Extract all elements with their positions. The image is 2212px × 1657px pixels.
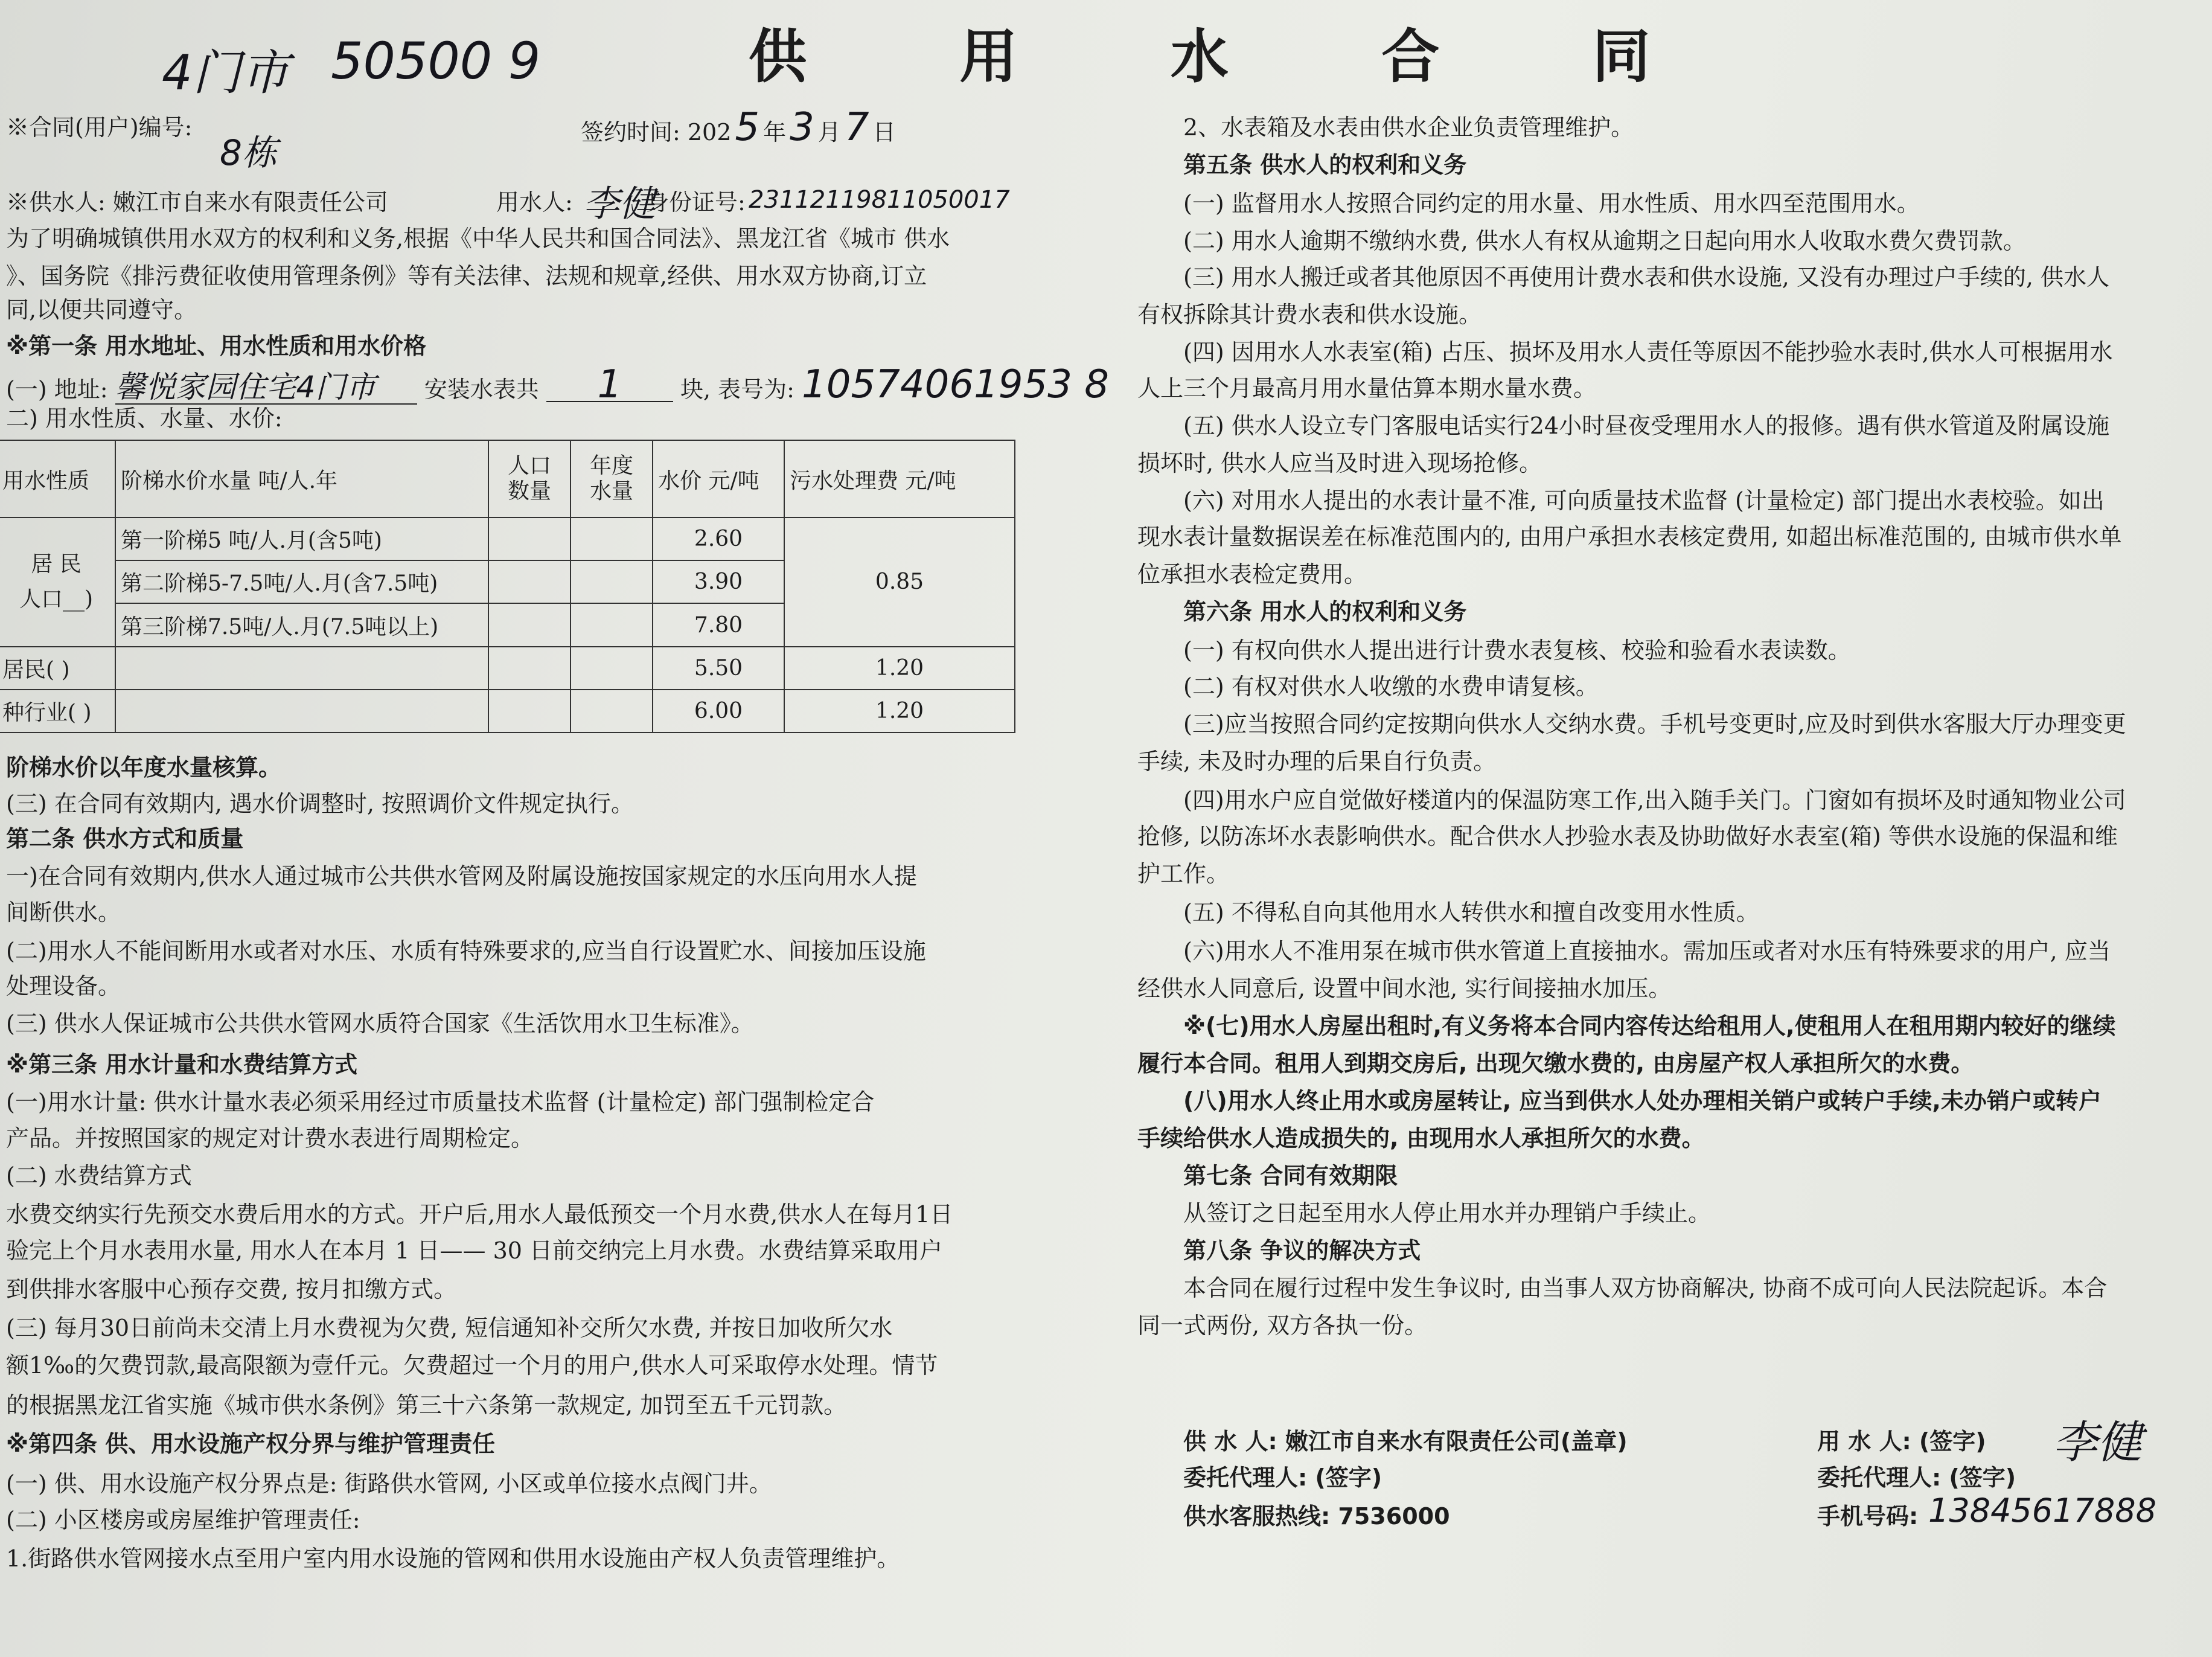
article-4-heading: ※第四条 供、用水设施产权分界与维护管理责任 — [6, 1431, 496, 1457]
id-label: 身份证号: — [646, 189, 746, 216]
clause-text: (四) 因用水人水表室(箱) 占压、损坏及用水人责任等原因不能抄验水表时,供水人可根据用水 — [1183, 339, 2113, 365]
table-row: 第二阶梯5-7.5吨/人.月(含7.5吨) 3.90 — [0, 560, 1015, 603]
clause-text: 的根据黑龙江省实施《城市供水条例》第三十六条第一款规定, 加罚至五千元罚款。 — [6, 1392, 847, 1418]
table-row: 居民( ) 5.50 1.20 — [0, 647, 1015, 690]
clause-text: 同一式两份, 双方各执一份。 — [1137, 1312, 1428, 1339]
clause-text: 损坏时, 供水人应当及时进入现场抢修。 — [1137, 450, 1542, 476]
table-row: 居 民 人口__) 第一阶梯5 吨/人.月(含5吨) 2.60 0.85 — [0, 518, 1015, 560]
clause-text-bold: 手续给供水人造成损失的, 由现用水人承担所欠的水费。 — [1137, 1125, 1705, 1152]
clause-text: (三)应当按照合同约定按期向供水人交纳水费。手机号变更时,应及时到供水客服大厅办理变更 — [1183, 711, 2126, 737]
contract-title: 供 用 水 合 同 — [749, 23, 1717, 91]
clause-text: (六)用水人不准用泵在城市供水管道上直接抽水。需加压或者对水压有特殊要求的用户, 应当 — [1183, 938, 2111, 964]
supplier-line: ※供水人: 嫩江市自来水有限责任公司 — [6, 189, 388, 216]
clause-text: 产品。并按照国家的规定对计费水表进行周期检定。 — [6, 1125, 534, 1152]
clause-text: 抢修, 以防冻坏水表影响供水。配合供水人抄验水表及协助做好水表室(箱) 等供水设施的保温和维 — [1137, 823, 2118, 850]
contract-number-label: ※合同(用户)编号: — [6, 114, 193, 141]
article-7-heading: 第七条 合同有效期限 — [1183, 1162, 1398, 1189]
clause-text: 位承担水表检定费用。 — [1137, 561, 1367, 588]
user-signature-line: 用 水 人: (签字) — [1817, 1428, 1986, 1455]
clause-text: 处理设备。 — [6, 973, 121, 999]
clause-text: (二)用水人不能间断用水或者对水压、水质有特殊要求的,应当自行设置贮水、间接加压设施 — [6, 938, 926, 964]
table-header: 阶梯水价水量 吨/人.年 — [115, 440, 488, 518]
address-line: (一) 地址: 馨悦家园住宅4门市 安装水表共 1 块, 表号为: 10574061953 8 — [6, 362, 1109, 407]
clause-text: 手续, 未及时办理的后果自行负责。 — [1137, 748, 1497, 775]
handwritten-note-shop: 4门市 — [162, 45, 289, 101]
clause-text: 水费交纳实行先预交水费后用水的方式。开户后,用水人最低预交一个月水费,供水人在每月1日 — [6, 1201, 953, 1228]
phone-label: 手机号码: — [1817, 1503, 1919, 1530]
clause-text-bold: ※(七)用水人房屋出租时,有义务将本合同内容传达给租用人,使租用人在租用期内较好的继续 — [1183, 1013, 2116, 1039]
clause-text: (二) 小区楼房或房屋维护管理责任: — [6, 1507, 360, 1533]
user-label: 用水人: — [496, 189, 573, 216]
table-row: 第三阶梯7.5吨/人.月(7.5吨以上) 7.80 — [0, 603, 1015, 646]
supplier-signature-line: 供 水 人: 嫩江市自来水有限责任公司(盖章) — [1183, 1428, 1628, 1455]
clause-text: (二) 有权对供水人收缴的水费申请复核。 — [1183, 673, 1599, 700]
hotline-line: 供水客服热线: 7536000 — [1183, 1503, 1450, 1530]
clause-text: 额1‰的欠费罚款,最高限额为壹仟元。欠费超过一个月的用户,供水人可采取停水处理。情节 — [6, 1352, 938, 1379]
clause-text: (一) 监督用水人按照合同约定的用水量、用水性质、用水四至范围用水。 — [1183, 190, 1920, 217]
clause-text: (六) 对用水人提出的水表计量不准, 可向质量技术监督 (计量检定) 部门提出水表校验。如出 — [1183, 487, 2105, 514]
clause-text: (一)用水计量: 供水计量水表必须采用经过市质量技术监督 (计量检定) 部门强制检定合 — [6, 1089, 875, 1115]
clause-text: (五) 不得私自向其他用水人转供水和擅自改变用水性质。 — [1183, 899, 1759, 926]
supplier-agent-line: 委托代理人: (签字) — [1183, 1464, 1382, 1491]
clause-text: 2、水表箱及水表由供水企业负责管理维护。 — [1183, 114, 1634, 141]
clause-text: (三) 用水人搬迁或者其他原因不再使用计费水表和供水设施, 又没有办理过户手续的, 供水人 — [1183, 264, 2110, 290]
article-8-heading: 第八条 争议的解决方式 — [1183, 1237, 1421, 1264]
handwritten-note-number: 50500 9 — [331, 31, 541, 91]
clause-text: (一) 有权向供水人提出进行计费水表复核、校验和验看水表读数。 — [1183, 637, 1851, 664]
clause-text: 有权拆除其计费水表和供水设施。 — [1137, 301, 1482, 328]
clause-text: 经供水人同意后, 设置中间水池, 实行间接抽水加压。 — [1137, 975, 1672, 1002]
clause-text: (五) 供水人设立专门客服电话实行24小时昼夜受理用水人的报修。遇有供水管道及附属设施 — [1183, 412, 2110, 439]
article-5-heading: 第五条 供水人的权利和义务 — [1183, 152, 1467, 178]
clause-text: (三) 在合同有效期内, 遇水价调整时, 按照调价文件规定执行。 — [6, 790, 635, 817]
clause-text: 现水表计量数据误差在标准范围内的, 由用户承担水表核定费用, 如超出标准范围的, 由城市供水单 — [1137, 524, 2122, 550]
clause-text: 1.街路供水管网接水点至用户室内用水设施的管网和供用水设施由产权人负责管理维护。 — [6, 1545, 900, 1572]
sign-time: 签约时间: 2025 年3 月7 日 — [581, 105, 896, 150]
clause-text: 一)在合同有效期内,供水人通过城市公共供水管网及附属设施按国家规定的水压向用水人提 — [6, 863, 917, 889]
clause-text: (一) 供、用水设施产权分界点是: 街路供水管网, 小区或单位接水点阀门井。 — [6, 1470, 772, 1497]
table-header: 水价 元/吨 — [653, 440, 784, 518]
intro-line: 为了明确城镇供用水双方的权利和义务,根据《中华人民共和国合同法》、黑龙江省《城市 供水 — [6, 225, 950, 252]
intro-line: 》、国务院《排污费征收使用管理条例》等有关法律、法规和规章,经供、用水双方协商,订立 — [6, 263, 927, 289]
table-header: 用水性质 — [0, 440, 115, 518]
clause-text: 到供排水客服中心预存交费, 按月扣缴方式。 — [6, 1276, 457, 1303]
clause-text: 验完上个月水表用水量, 用水人在本月 1 日—— 30 日前交纳完上月水费。水费结算采取用户 — [6, 1237, 943, 1264]
article-3-heading: ※第三条 用水计量和水费结算方式 — [6, 1051, 358, 1078]
clause-text-bold: (八)用水人终止用水或房屋转让, 应当到供水人处办理相关销户或转户手续,未办销户或转户 — [1183, 1088, 2102, 1114]
clause-text: (三) 供水人保证城市公共供水管网水质符合国家《生活饮用水卫生标准》。 — [6, 1010, 754, 1037]
water-price-table — [0, 440, 1015, 733]
water-nature-subtitle: 二) 用水性质、水量、水价: — [6, 405, 283, 432]
article-6-heading: 第六条 用水人的权利和义务 — [1183, 598, 1467, 625]
table-header: 年度 水量 — [571, 440, 653, 518]
clause-text: 人上三个月最高月用水量估算本期水量水费。 — [1137, 375, 1597, 402]
clause-text: (三) 每月30日前尚未交清上月水费视为欠费, 短信通知补交所欠水费, 并按日加收所欠水 — [6, 1315, 893, 1341]
clause-text: (二) 水费结算方式 — [6, 1162, 192, 1189]
handwritten-contract-number: 8栋 — [220, 132, 277, 173]
table-header: 污水处理费 元/吨 — [784, 440, 1015, 518]
clause-text: (二) 用水人逾期不缴纳水费, 供水人有权从逾期之日起向用水人收取水费欠费罚款。 — [1183, 228, 2026, 254]
clause-text: 本合同在履行过程中发生争议时, 由当事人双方协商解决, 协商不成可向人民法院起诉。本合 — [1183, 1275, 2108, 1301]
intro-line: 同,以便共同遵守。 — [6, 296, 197, 323]
clause-text: 从签订之日起至用水人停止用水并办理销户手续止。 — [1183, 1200, 1712, 1226]
clause-text: (四)用水户应自觉做好楼道内的保温防寒工作,出入随手关门。门窗如有损坏及时通知物业公司 — [1183, 787, 2126, 813]
tier-note: 阶梯水价以年度水量核算。 — [6, 754, 282, 781]
user-agent-line: 委托代理人: (签字) — [1817, 1464, 2016, 1491]
handwritten-phone-number: 13845617888 — [1928, 1492, 2156, 1530]
table-row: 种行业( ) 6.00 1.20 — [0, 690, 1015, 732]
clause-text: 护工作。 — [1137, 861, 1230, 887]
table-header: 人口 数量 — [488, 440, 571, 518]
handwritten-user-name: 李健 — [583, 183, 656, 225]
clause-text-bold: 履行本合同。租用人到期交房后, 出现欠缴水费的, 由房屋产权人承担所欠的水费。 — [1137, 1050, 1974, 1077]
article-1-heading: ※第一条 用水地址、用水性质和用水价格 — [6, 333, 427, 359]
clause-text: 间断供水。 — [6, 899, 121, 926]
handwritten-signature: 李健 — [2053, 1417, 2142, 1469]
handwritten-id-number: 23112119811050017 — [749, 186, 1010, 214]
article-2-heading: 第二条 供水方式和质量 — [6, 825, 244, 852]
